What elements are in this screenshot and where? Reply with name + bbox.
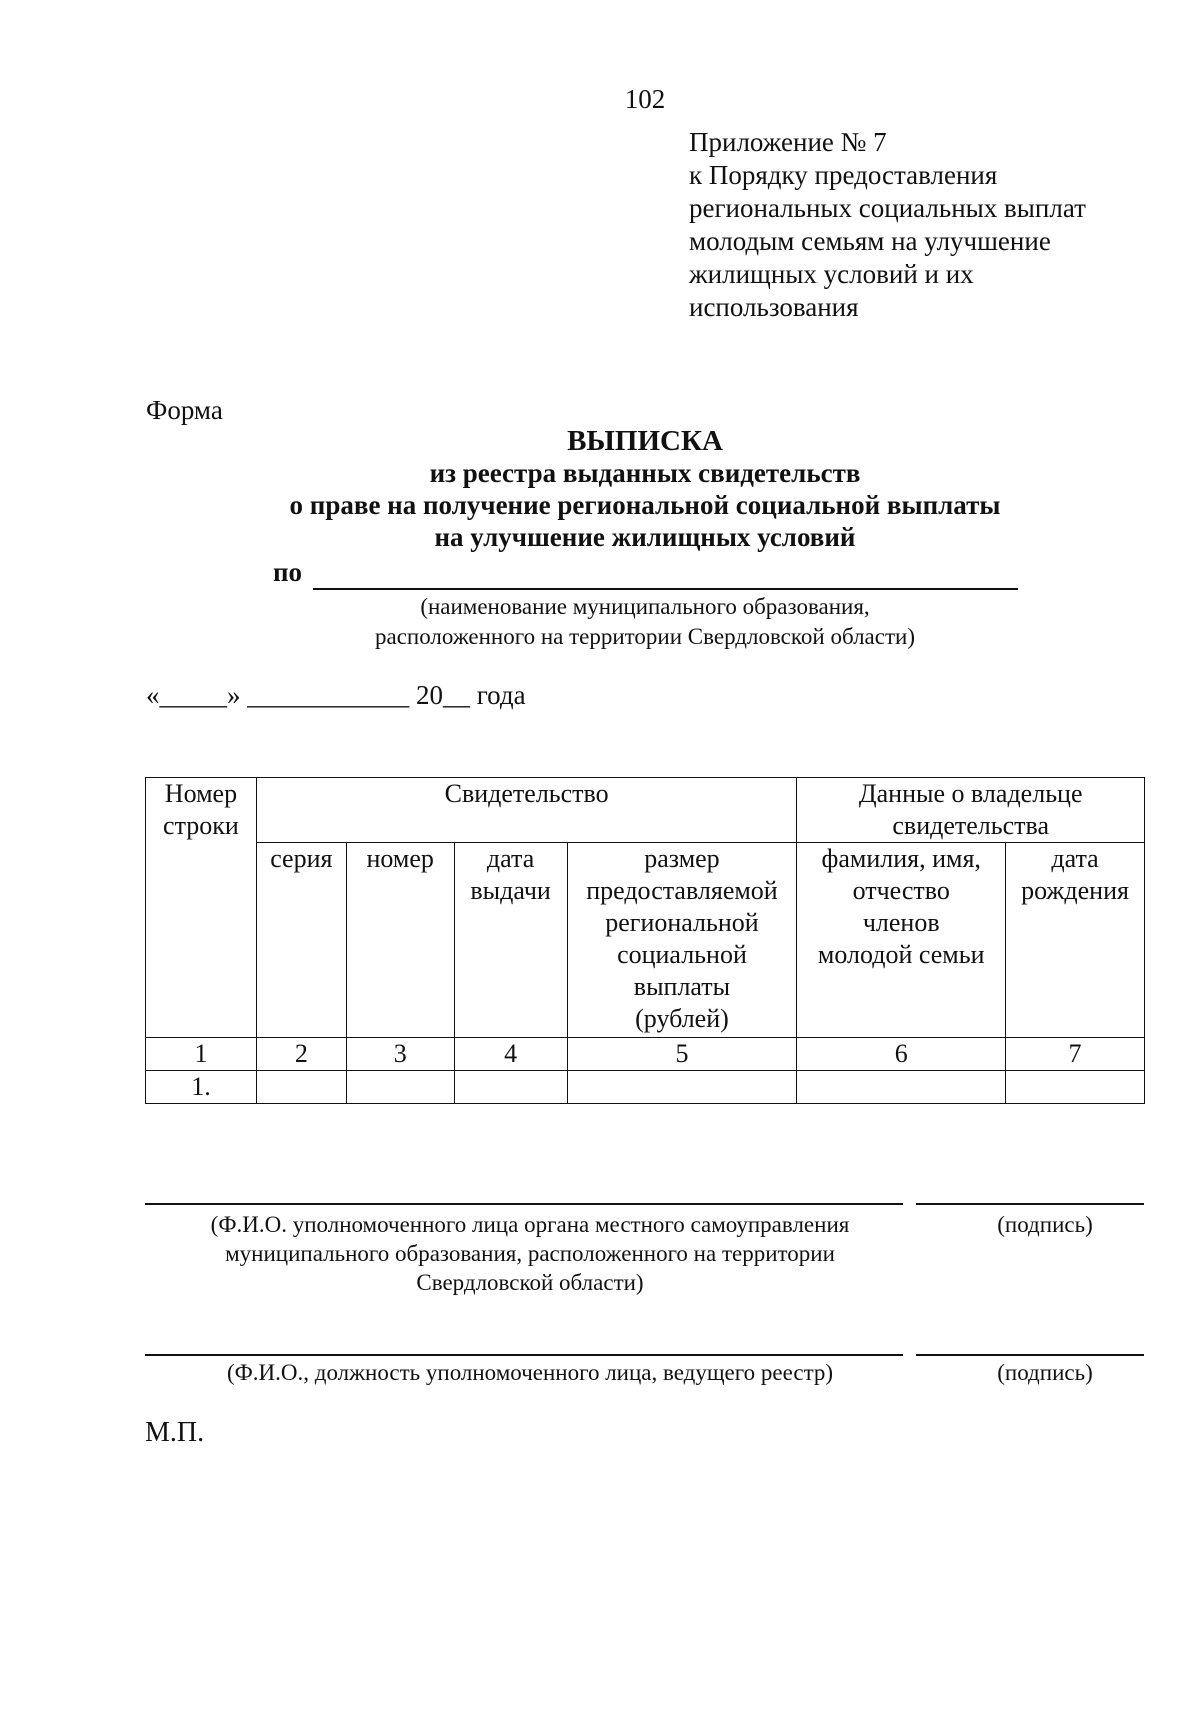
title-line: о праве на получение региональной социальной выплаты (289, 490, 1001, 520)
title-line: ВЫПИСКА (567, 425, 723, 457)
appendix-line: использования (689, 292, 859, 322)
table-cell (454, 1071, 567, 1104)
po-label: по (273, 557, 303, 587)
signature-caption: (подпись) (997, 1212, 1093, 1237)
fio-position-line (145, 1354, 903, 1356)
appendix-line: региональных социальных выплат (689, 193, 1086, 223)
table-cell (256, 1071, 346, 1104)
fio-caption (145, 1210, 915, 1297)
caption-line: (Ф.И.О. уполномоченного лица органа местного самоуправления (210, 1212, 850, 1237)
table-cell (346, 1071, 454, 1104)
caption-line: (наименование муниципального образования, (420, 594, 870, 619)
title-line: на улучшение жилищных условий (434, 522, 856, 552)
table-cell: 1. (146, 1071, 257, 1104)
appendix-line: молодым семьям на улучшение (689, 226, 1051, 256)
header-issue-date: дата выдачи (454, 843, 567, 1038)
title-line: из реестра выданных свидетельств (429, 458, 861, 488)
header-certificate: Свидетельство (256, 778, 797, 843)
municipality-caption (0, 592, 1200, 652)
signature-line (916, 1203, 1144, 1205)
caption-line: муниципального образования, расположенного на территории (225, 1241, 835, 1266)
header-birth-date: дата рождения (1006, 843, 1145, 1038)
table-cell (567, 1071, 797, 1104)
page-number: 102 (624, 84, 666, 114)
fio-signature-line (145, 1203, 903, 1205)
signature-line (916, 1354, 1144, 1356)
appendix-line: Приложение № 7 (689, 127, 887, 157)
date-line: «_____» ____________ 20__ года (146, 680, 526, 710)
header-number: номер (346, 843, 454, 1038)
caption-line: Свердловской области) (416, 1270, 644, 1295)
stamp-label: М.П. (145, 1417, 205, 1448)
municipality-blank-line (313, 588, 1018, 590)
table-cell (797, 1071, 1006, 1104)
fio-position-caption: (Ф.И.О., должность уполномоченного лица, ведущего реестр) (226, 1360, 834, 1385)
appendix-line: к Порядку предоставления (689, 160, 998, 190)
column-number: 3 (346, 1038, 454, 1071)
header-series: серия (256, 843, 346, 1038)
column-number: 1 (146, 1038, 257, 1071)
table-row (146, 1071, 1145, 1104)
column-number: 5 (567, 1038, 797, 1071)
column-number: 4 (454, 1038, 567, 1071)
column-number: 7 (1006, 1038, 1145, 1071)
signature-caption: (подпись) (997, 1360, 1093, 1385)
header-row-number: Номер строки (146, 778, 257, 1038)
header-owner: Данные о владельце свидетельства (797, 778, 1145, 843)
column-number: 6 (797, 1038, 1006, 1071)
appendix-reference (689, 126, 1086, 324)
caption-line: расположенного на территории Свердловской области) (375, 624, 915, 649)
registry-table (145, 777, 1145, 1104)
table-cell (1006, 1071, 1145, 1104)
header-amount: размер предоставляемой региональной социальной выплаты (рублей) (567, 843, 797, 1038)
form-label: Форма (146, 395, 223, 425)
column-number: 2 (256, 1038, 346, 1071)
document-title (0, 425, 1200, 553)
appendix-line: жилищных условий и их (689, 259, 974, 289)
header-fio: фамилия, имя, отчество членов молодой семьи (797, 843, 1006, 1038)
column-number-row (146, 1038, 1145, 1071)
